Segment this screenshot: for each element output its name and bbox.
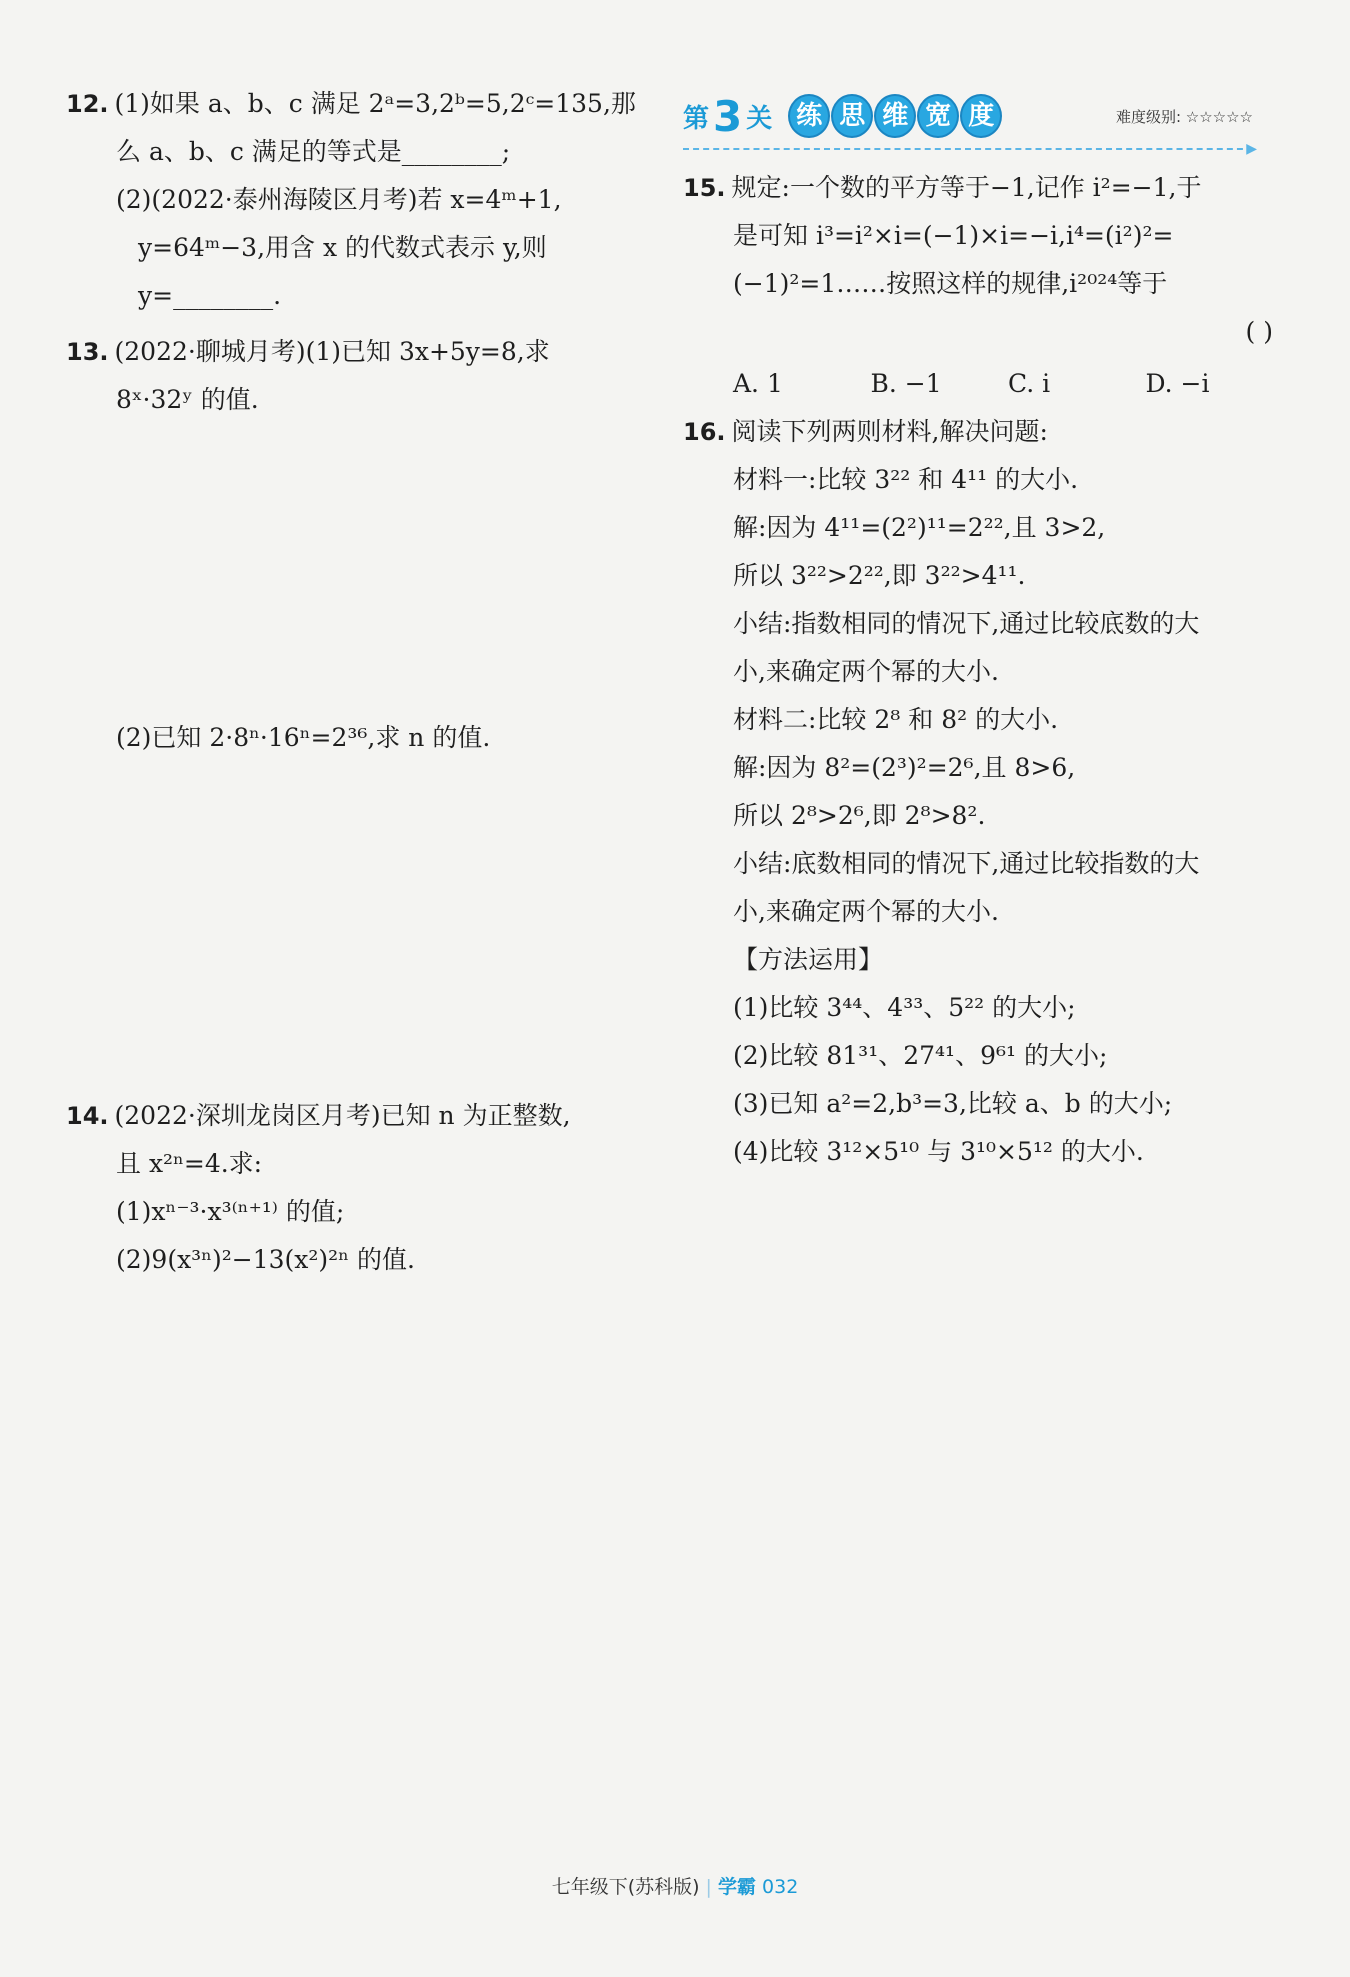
q13-line-2: 8ˣ·32ʸ 的值. (116, 385, 259, 414)
question-12 (66, 80, 656, 320)
q16-line: 解:因为 8²=(2³)²=2⁶,且 8>6, (733, 753, 1076, 782)
q16-line: 所以 3²²>2²²,即 3²²>4¹¹. (733, 561, 1026, 590)
header-title-char: 宽 (917, 94, 959, 138)
q12-line-3: (2)(2022·泰州海陵区月考)若 x=4ᵐ+1, (116, 185, 562, 214)
q16-line: 小,来确定两个幂的大小. (733, 657, 999, 686)
option-d: D. −i (1145, 369, 1210, 398)
header-level-number: 3 (713, 91, 743, 141)
q16-line: 小,来确定两个幂的大小. (733, 897, 999, 926)
question-16 (683, 408, 1283, 1176)
q14-line-3: (1)xⁿ⁻³·x³⁽ⁿ⁺¹⁾ 的值; (116, 1197, 345, 1226)
question-number: 16. (683, 418, 726, 446)
q16-line: 小结:指数相同的情况下,通过比较底数的大 (733, 609, 1200, 638)
answer-parentheses: ( ) (1245, 317, 1273, 346)
section-header (683, 88, 1257, 157)
header-title-char: 度 (960, 94, 1002, 138)
left-column (66, 80, 656, 1284)
q15-line-1: 规定:一个数的平方等于−1,记作 i²=−1,于 (731, 173, 1202, 202)
q15-line-3: (−1)²=1……按照这样的规律,i²⁰²⁴等于 (733, 269, 1168, 298)
footer-brand: 学霸 (717, 1876, 756, 1898)
q16-line: (1)比较 3⁴⁴、4³³、5²² 的大小; (733, 993, 1076, 1022)
q12-line-4: y=64ᵐ−3,用含 x 的代数式表示 y,则 (138, 233, 547, 262)
q12-line-2: 么 a、b、c 满足的等式是________; (116, 137, 511, 166)
q14-line-4: (2)9(x³ⁿ)²−13(x²)²ⁿ 的值. (116, 1245, 415, 1274)
option-a: A. 1 (733, 369, 783, 398)
question-number: 13. (66, 338, 109, 366)
q12-line-5: y=________. (138, 281, 282, 310)
q16-line: (2)比较 81³¹、27⁴¹、9⁶¹ 的大小; (733, 1041, 1108, 1070)
arrow-right-icon: ▶ (1246, 141, 1257, 157)
page-footer (0, 1872, 1350, 1899)
footer-divider: | (705, 1876, 712, 1898)
q14-line-2: 且 x²ⁿ=4.求: (116, 1149, 263, 1178)
q12-line-1: (1)如果 a、b、c 满足 2ᵃ=3,2ᵇ=5,2ᶜ=135,那 (114, 89, 636, 118)
question-number: 12. (66, 90, 109, 118)
question-15 (683, 164, 1283, 408)
header-prefix: 第 (683, 103, 710, 134)
header-title-char: 维 (874, 94, 916, 138)
q16-line: 阅读下列两则材料,解决问题: (731, 417, 1048, 446)
page-number: 032 (762, 1876, 799, 1898)
question-number: 15. (683, 174, 726, 202)
q16-line: 材料一:比较 3²² 和 4¹¹ 的大小. (733, 465, 1079, 494)
header-title (788, 94, 1003, 138)
question-14 (66, 1092, 656, 1284)
header-suffix: 关 (746, 103, 773, 134)
q16-line: 所以 2⁸>2⁶,即 2⁸>8². (733, 801, 986, 830)
q16-line: (4)比较 3¹²×5¹⁰ 与 3¹⁰×5¹² 的大小. (733, 1137, 1144, 1166)
q16-line: (3)已知 a²=2,b³=3,比较 a、b 的大小; (733, 1089, 1173, 1118)
method-heading: 【方法运用】 (733, 945, 884, 974)
option-c: C. i (1008, 369, 1051, 398)
q13-line-1: (2022·聊城月考)(1)已知 3x+5y=8,求 (114, 337, 550, 366)
q14-line-1: (2022·深圳龙岗区月考)已知 n 为正整数, (114, 1101, 571, 1130)
q16-line: 材料二:比较 2⁸ 和 8² 的大小. (733, 705, 1059, 734)
question-13 (66, 328, 656, 762)
q15-line-2: 是可知 i³=i²×i=(−1)×i=−i,i⁴=(i²)²= (733, 221, 1174, 250)
difficulty-rating: 难度级别: ☆☆☆☆☆ (1115, 107, 1253, 126)
question-number: 14. (66, 1102, 109, 1130)
q16-line: 解:因为 4¹¹=(2²)¹¹=2²²,且 3>2, (733, 513, 1106, 542)
option-b: B. −1 (870, 369, 942, 398)
q15-options (683, 360, 1283, 408)
header-title-char: 思 (831, 94, 873, 138)
header-title-char: 练 (788, 94, 830, 138)
q16-line: 小结:底数相同的情况下,通过比较指数的大 (733, 849, 1200, 878)
footer-grade: 七年级下(苏科版) (551, 1876, 700, 1898)
right-column (683, 88, 1283, 1176)
q13-part-2: (2)已知 2·8ⁿ·16ⁿ=2³⁶,求 n 的值. (116, 723, 491, 752)
